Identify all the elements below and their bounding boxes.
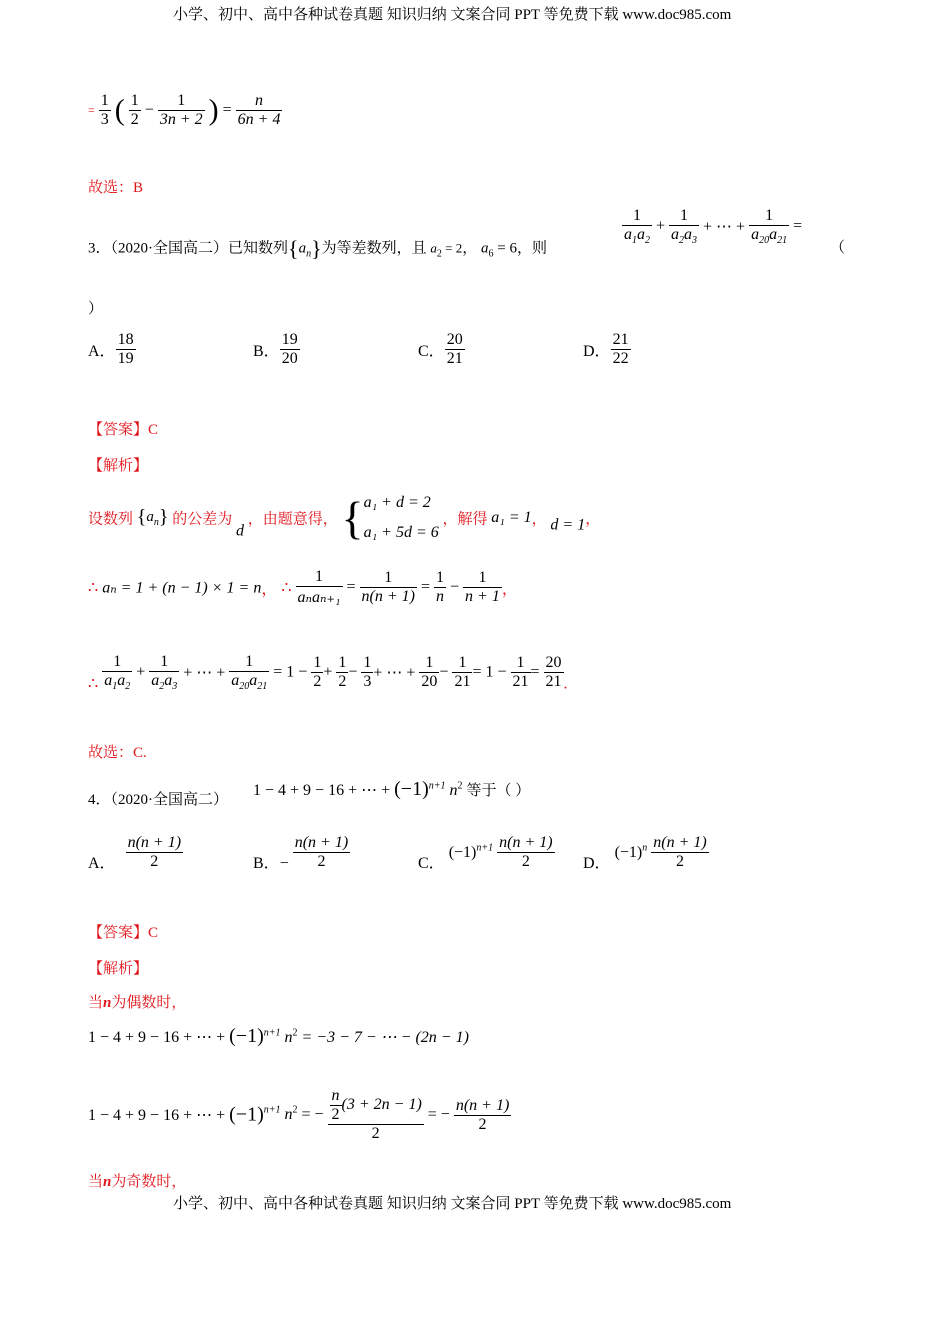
frac-a20a21: $\frac{1}{a_{20}a_{21}}$ <box>751 207 788 247</box>
equals-sign: = <box>88 103 95 117</box>
fraction-one-third: $\frac{1}{3}$ <box>100 92 109 128</box>
q3-solution-line3: ∴ $\frac{1}{a_1a_2}$ + $\frac{1}{a_2a_3}$ + ⋯ + $\frac{1}{a_{20}a_{21}}$ = 1 − $\frac{1}{2}$ + $\frac{1}{2}$ − $\frac{1}{3}$ + ⋯ + $\frac{1}{20}$ − $\frac{1}{21}$ = 1 − $\frac{1}{21}$ = $\frac{20}{21}$ . <box>88 653 568 693</box>
q4-even-eq2: 1 − 4 + 9 − 16 + ⋯ + $(-1)^{n+1}$ $n^2$ = − $\frac{n}{2}$ (3 + 2n − 1) 2 = − $\frac{n(n + 1)}{2}$ <box>88 1087 510 1142</box>
q3-option-a: A． $\frac{18}{19}$ <box>88 331 134 367</box>
q3-option-c: C． $\frac{20}{21}$ <box>418 331 463 367</box>
q4-answer: 【答案】C <box>88 925 159 941</box>
page-header: 小学、初中、高中各种试卷真题 知识归纳 文案合同 PPT 等免费下载 www.doc985.com <box>173 7 732 23</box>
frac-a2a3: $\frac{1}{a_2a_3}$ <box>671 207 698 247</box>
q2-choice: 故选：B <box>88 180 144 196</box>
q3-solution-line2: ∴ aₙ = 1 + (n − 1) × 1 = n， ∴ $\frac{1}{\text{aₙaₙ₊₁}}$ = $\frac{1}{n(n + 1)}$ = $\frac{1}{n}$ − $\frac{1}{n + 1}$ ， <box>88 568 518 606</box>
q4-option-b: B．− $\frac{n(n + 1)}{2}$ <box>253 834 349 873</box>
q4-expression: 1 − 4 + 9 − 16 + ⋯ + $(-1)^{n+1}$ $n^2$ 等于（ ） <box>253 778 531 800</box>
equation-system: { a₁ + d = 2 a₁ + 5d = 6 <box>341 492 439 544</box>
q4-option-a: A． $\frac{n(n + 1)}{2}$ <box>88 834 182 873</box>
q3-analysis-label: 【解析】 <box>88 458 149 474</box>
q4-odd-case: 当n为奇数时， <box>88 1174 187 1190</box>
q4-even-eq1: 1 − 4 + 9 − 16 + ⋯ + $(-1)^{n+1}$ $n^2 = -3 - 7$ − ⋯ − (2n − 1) <box>88 1025 469 1047</box>
page-footer: 小学、初中、高中各种试卷真题 知识归纳 文案合同 PPT 等免费下载 www.doc985.com <box>173 1196 732 1212</box>
frac-a1a2: $\frac{1}{a_1a_2}$ <box>624 207 650 247</box>
fraction-one-half: $\frac{1}{2}$ <box>130 92 139 128</box>
q2-result-formula: = $\frac{1}{3}$ ( $\frac{1}{2}$ − $\frac{1}{3n + 2}$ ) = $\frac{n}{6n + 4}$ <box>88 92 281 128</box>
fraction-result: $\frac{n}{6n + 4}$ <box>237 92 281 128</box>
q3-stem: 3．（2020·全国高二）已知数列$\{a_n\}$为等差数列，且 $a_2 = 2$， $a_6 = 6$，则 <box>88 236 547 261</box>
q3-option-b: B． $\frac{19}{20}$ <box>253 331 298 367</box>
q3-answer: 【答案】C <box>88 422 159 438</box>
q4-option-c: C． $(-1)^{n+1}$ $\frac{n(n + 1)}{2}$ <box>418 834 553 873</box>
q4-analysis-label: 【解析】 <box>88 961 149 977</box>
q4-even-case: 当n为偶数时， <box>88 995 187 1011</box>
q3-option-d: D． $\frac{21}{22}$ <box>583 331 629 367</box>
fraction-one-over-3n-plus-2: $\frac{1}{3n + 2}$ <box>159 92 203 128</box>
q3-sum-expression: $\frac{1}{a_1a_2}$ + $\frac{1}{a_2a_3}$ + ⋯ + $\frac{1}{a_{20}a_{21}}$ = <box>624 207 803 247</box>
q3-choice: 故选：C. <box>88 745 147 761</box>
q3-solution-line1: 设数列 $\{a_n\}$ 的公差为 d ，由题意得， { a₁ + d = 2 a₁ + 5d = 6 ，解得 a₁ = 1， d = 1， <box>88 488 600 548</box>
q4-option-d: D． $(-1)^n$ $\frac{n(n + 1)}{2}$ <box>583 834 707 873</box>
q4-stem: 4．（2020·全国高二） <box>88 792 228 808</box>
q3-paren-open: （ <box>830 240 846 256</box>
q3-paren-close: ） <box>88 301 104 317</box>
